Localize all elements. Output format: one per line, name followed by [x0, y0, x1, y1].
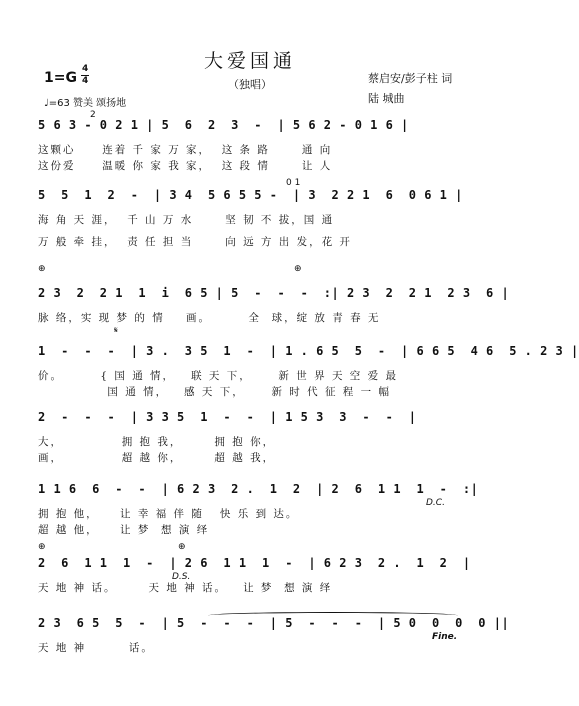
time-signature	[82, 64, 88, 87]
jianpu-notes: 2 6 1 1 1 - | 2 6 1 1 1 - | 6 2 3 2 . 1 2 |	[38, 556, 471, 570]
lyricist-credit: 蔡启安/彭子柱 词	[368, 72, 453, 85]
coda-icon: ⊕	[294, 264, 302, 274]
coda-icon: ⊕	[38, 542, 46, 552]
lyric-line: 脉 络，实 现 梦 的 情 画。 全 球，绽 放 青 春 无	[38, 312, 381, 324]
volta-mark-2: 0 1	[286, 178, 301, 188]
jianpu-notes: 1 - - - | 3 . 3 5 1 - | 1 . 6 5 5 - | 6 6 5 4 6 5 . 2 3 |	[38, 344, 579, 358]
lyric-line: 超 越 他， 让 梦 想 演 绎	[38, 524, 210, 536]
segno-icon: 𝄋	[114, 326, 118, 336]
dc-mark: D.C.	[426, 498, 445, 508]
jianpu-notes: 5 6 3 - 0 2 1 | 5 6 2 3 - | 5 6 2 - 0 1 6 |	[38, 118, 409, 132]
lyric-line: 国 通 情， 感 天 下， 新 时 代 征 程 一 幅	[38, 386, 391, 398]
lyric-line: 海 角 天 涯， 千 山 万 水 坚 韧 不 拔，国 通	[38, 214, 335, 226]
lyric-line: 大， 拥 抱 我， 拥 抱 你，	[38, 436, 276, 448]
jianpu-notes: 1 1 6 6 - - | 6 2 3 2 . 1 2 | 2 6 1 1 1 - :|	[38, 482, 479, 496]
jianpu-notes: 2 3 2 2 1 1 i 6 5 | 5 - - - :| 2 3 2 2 1 2 3 6 |	[38, 286, 510, 300]
jianpu-notes: 5 5 1 2 - | 3 4 5 6 5 5 - | 3 2 2 1 6 0 6 1 |	[38, 188, 463, 202]
coda-icon: ⊕	[38, 264, 46, 274]
jianpu-notes: 2 - - - | 3 3 5 1 - - | 1 5 3 3 - - |	[38, 410, 417, 424]
composer-credit: 陆 城曲	[368, 92, 405, 105]
key-signature: 1=G	[44, 70, 77, 86]
fine-mark: Fine.	[432, 632, 458, 642]
lyric-line: 画， 超 越 你， 超 越 我，	[38, 452, 276, 464]
volta-mark-1: 2	[90, 110, 96, 120]
tempo-marking: ♩=63 赞美 颂扬地	[44, 98, 127, 109]
lyric-line: 这颗心 连着 千 家 万 家， 这 条 路 通 向	[38, 144, 333, 156]
song-subtitle: （独唱）	[228, 78, 272, 91]
song-title: 大爱国通	[203, 50, 296, 72]
lyric-line: 天 地 神 话。 天 地 神 话。 让 梦 想 演 绎	[38, 582, 333, 594]
coda-icon: ⊕	[178, 542, 186, 552]
meter-top: 4	[82, 64, 89, 74]
lyric-line: 这份爱 温暖 你 家 我 家， 这 段 情 让 人	[38, 160, 333, 172]
meter-bottom: 4	[82, 76, 89, 86]
jianpu-notes: 2 3 6 5 5 - | 5 - - - | 5 - - - | 5 0 0 0 0 ||	[38, 616, 510, 630]
lyric-line: 天 地 神 话。	[38, 642, 154, 654]
lyric-line: 价。 { 国 通 情， 联 天 下， 新 世 界 天 空 爱 最	[38, 370, 398, 382]
lyric-line: 万 般 牵 挂， 责 任 担 当 向 远 方 出 发，花 开	[38, 236, 352, 248]
lyric-line: 拥 抱 他， 让 幸 福 伴 随 快 乐 到 达。	[38, 508, 299, 520]
ds-mark: D.S.	[172, 572, 191, 582]
